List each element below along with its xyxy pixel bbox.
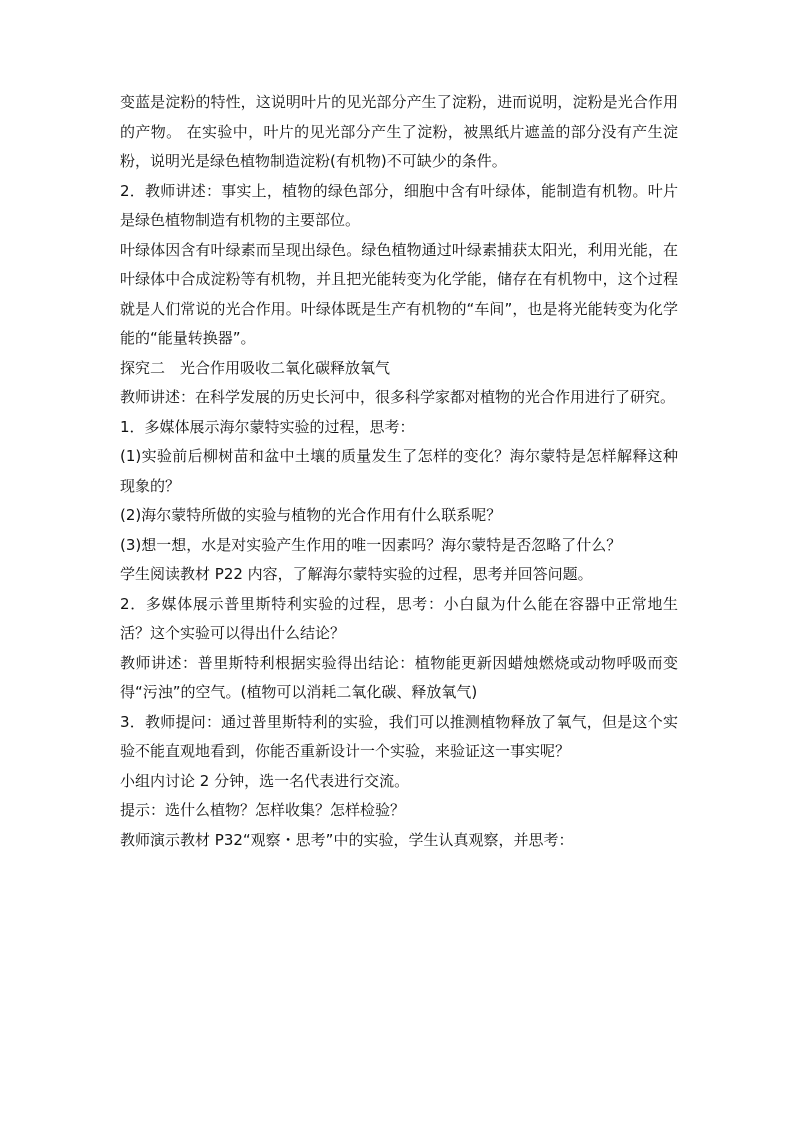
paragraph-photosynthesis-definition: 叶绿体因含有叶绿素而呈现出绿色。绿色植物通过叶绿素捕获太阳光，利用光能，在叶绿体中合成淀粉等有机物，并且把光能转变为化学能，储存在有机物中，这个过程就是人们常说的光合作用。叶绿体既是生产有机物的“车间”，也是将光能转变为化学能的“能量转换器”。 bbox=[120, 240, 678, 347]
paragraph-starch-conclusion: 变蓝是淀粉的特性，这说明叶片的见光部分产生了淀粉，进而说明，淀粉是光合作用的产物。 在实验中，叶片的见光部分产生了淀粉，被黑纸片遮盖的部分没有产生淀粉，说明光是绿色植物制造淀粉(有机物)不可缺少的条件。 bbox=[120, 93, 678, 170]
section-heading-explore-two: 探究二 光合作用吸收二氧化碳释放氧气 bbox=[120, 358, 391, 377]
question-item-1: (1)实验前后柳树苗和盆中土壤的质量发生了怎样的变化？海尔蒙特是怎样解释这种现象的？ bbox=[120, 447, 678, 495]
paragraph-student-reading: 学生阅读教材 P22 内容，了解海尔蒙特实验的过程，思考并回答问题。 bbox=[120, 565, 593, 583]
document-body bbox=[120, 88, 678, 855]
paragraph-teacher-history: 教师讲述：在科学发展的历史长河中，很多科学家都对植物的光合作用进行了研究。 bbox=[120, 388, 676, 406]
paragraph-hint: 提示：选什么植物？怎样收集？怎样检验？ bbox=[120, 801, 406, 819]
paragraph-helmont-experiment: 1．多媒体展示海尔蒙特实验的过程，思考： bbox=[120, 417, 415, 436]
paragraph-priestley-experiment: 2．多媒体展示普里斯特利实验的过程，思考：小白鼠为什么能在容器中正常地生活？这个实验可以得出什么结论？ bbox=[120, 594, 678, 642]
paragraph-teacher-question: 3．教师提问：通过普里斯特利的实验，我们可以推测植物释放了氧气，但是这个实验不能直观地看到，你能否重新设计一个实验，来验证这一事实呢？ bbox=[120, 712, 678, 760]
question-item-3: (3)想一想，水是对实验产生作用的唯一因素吗？海尔蒙特是否忽略了什么？ bbox=[120, 535, 622, 554]
paragraph-group-discussion: 小组内讨论 2 分钟，选一名代表进行交流。 bbox=[120, 771, 410, 790]
paragraph-priestley-conclusion: 教师讲述：普里斯特利根据实验得出结论：植物能更新因蜡烛燃烧或动物呼吸而变得“污浊”的空气。(植物可以消耗二氧化碳、释放氧气) bbox=[120, 653, 678, 701]
question-item-2: (2)海尔蒙特所做的实验与植物的光合作用有什么联系呢？ bbox=[120, 506, 502, 524]
paragraph-teacher-explains-chloroplast: 2．教师讲述：事实上，植物的绿色部分，细胞中含有叶绿体，能制造有机物。叶片是绿色植物制造有机物的主要部位。 bbox=[120, 181, 678, 229]
paragraph-teacher-demo: 教师演示教材 P32“观察・思考”中的实验，学生认真观察，并思考： bbox=[120, 830, 574, 849]
